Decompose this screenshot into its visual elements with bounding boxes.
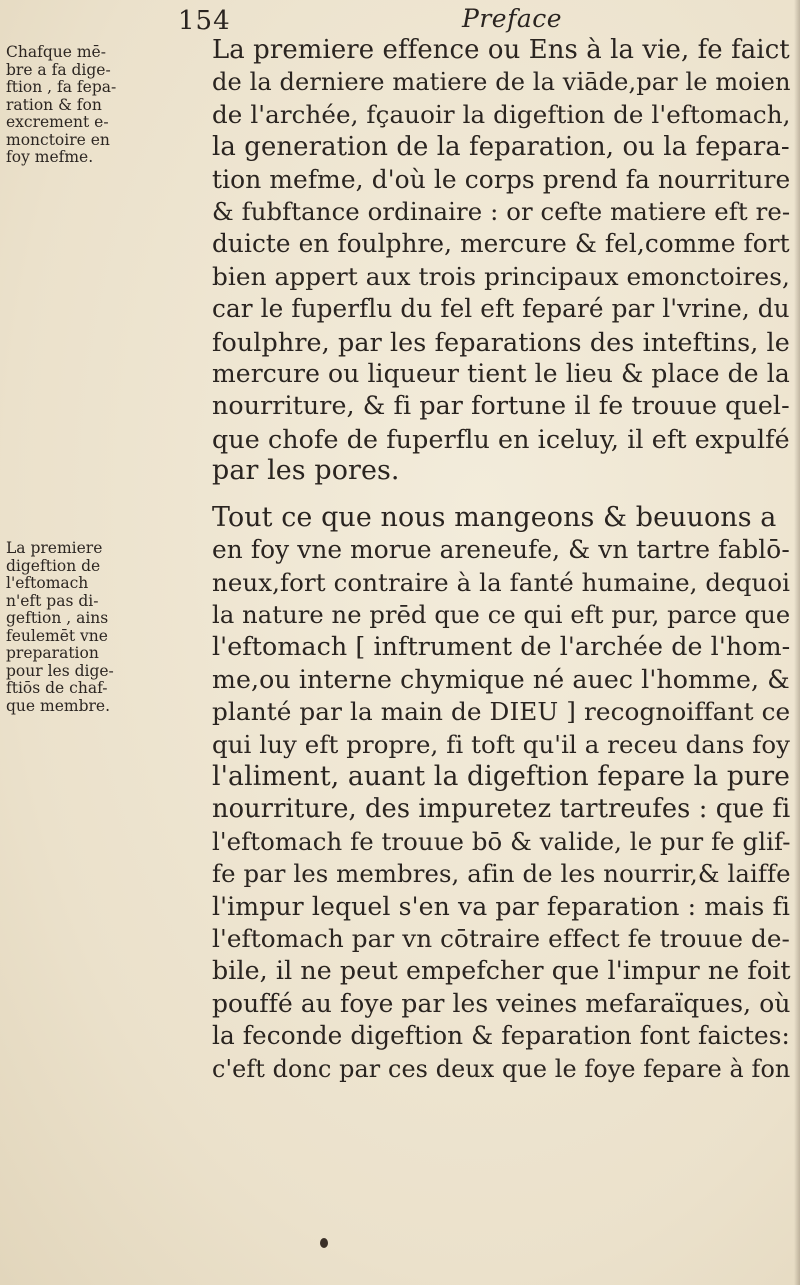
margin-note-line: ration & fon	[6, 95, 102, 114]
text-line: planté par la main de DIEU ] recognoiffant ce	[212, 697, 791, 727]
page-edge-shadow	[794, 0, 800, 1285]
paragraph-premiere-essence	[212, 34, 792, 488]
margin-note-line: preparation	[6, 644, 99, 662]
text-line: par les pores.	[212, 455, 400, 487]
text-line: fe par les membres, afin de les nourrir,& laiffe	[212, 859, 791, 889]
paragraph-tout-ce-que-nous-mangeons	[212, 502, 792, 1085]
text-line: car le fuperflu du fel eft feparé par l'vrine, du	[212, 294, 790, 324]
text-line: qui luy eft propre, fi toft qu'il a receu dans foy	[212, 729, 791, 759]
margin-note-line: que membre.	[6, 696, 111, 715]
text-line: neux,fort contraire à la fanté humaine, dequoi	[212, 567, 791, 597]
text-line: tion mefme, d'où le corps prend fa nourriture	[212, 164, 791, 194]
text-line: l'eftomach fe trouue bō & valide, le pur fe glif-	[212, 826, 791, 856]
running-title: Preface	[462, 4, 563, 33]
text-line: de la derniere matiere de la viāde,par le moien	[212, 68, 791, 97]
text-line: La premiere effence ou Ens à la vie, fe faict	[212, 35, 790, 65]
margin-note-line: monctoire en	[6, 130, 110, 149]
text-line: que chofe de fuperflu en iceluy, il eft expulfé	[212, 423, 790, 454]
margin-note-line: ftion , fa fepa-	[6, 78, 117, 96]
ink-spot	[320, 1238, 328, 1248]
text-line: Tout ce que nous mangeons & beuuons a	[212, 501, 777, 533]
text-line: bile, il ne peut empefcher que l'impur ne foit	[212, 956, 791, 986]
margin-note-line: l'eftomach	[6, 574, 89, 592]
text-line: en foy vne morue areneufe, & vn tartre fablō-	[212, 535, 790, 565]
text-line: mercure ou liqueur tient le lieu & place de la	[212, 359, 790, 389]
text-line: l'eftomach [ inftrument de l'archée de l'hom-	[212, 632, 791, 662]
margin-note-premiere-digestion	[6, 540, 156, 715]
text-line: c'eft donc par ces deux que le foye fepare à fon	[212, 1054, 791, 1083]
text-line: de l'archée, fçauoir la digeftion de l'eftomach,	[212, 99, 791, 129]
margin-note-line: pour les dige-	[6, 661, 114, 680]
text-line: foulphre, par les feparations des inteftins, le	[212, 326, 790, 357]
margin-note-line: n'eft pas di-	[6, 591, 99, 610]
text-line: nourriture, & fi par fortune il fe trouue quel-	[212, 391, 790, 421]
margin-note-line: Chafque mē-	[6, 43, 106, 61]
page-number: 154	[178, 6, 231, 36]
text-line: l'impur lequel s'en va par feparation : mais fi	[212, 891, 791, 921]
text-line: me,ou interne chymique né auec l'homme, &	[212, 664, 790, 694]
text-line: la nature ne prēd que ce qui eft pur, parce que	[212, 600, 791, 629]
margin-note-line: La premiere	[6, 539, 103, 557]
margin-note-line: foy mefme.	[6, 148, 94, 166]
text-line: duicte en foulphre, mercure & fel,comme fort	[212, 229, 790, 259]
margin-note-line: geftion , ains	[6, 609, 109, 627]
text-line: l'aliment, auant la digeftion fepare la pure	[212, 760, 791, 792]
main-text	[212, 34, 792, 1085]
text-line: & fubftance ordinaire : or cefte matiere eft re-	[212, 197, 791, 227]
margin-note-line: ftiōs de chaf-	[6, 679, 108, 697]
margin-note-chasque-membre	[6, 44, 156, 167]
text-line: nourriture, des impuretez tartreufes : que fi	[212, 794, 791, 825]
text-line: l'eftomach par vn cōtraire effect fe trouue de-	[212, 923, 790, 953]
margin-note-line: excrement e-	[6, 113, 109, 131]
text-line: pouffé au foye par les veines mefaraïques, où	[212, 988, 791, 1018]
text-line: la generation de la feparation, ou la fepara-	[212, 132, 790, 163]
text-line: bien appert aux trois principaux emonctoires,	[212, 261, 790, 291]
margin-note-line: bre a fa dige-	[6, 60, 111, 79]
text-line: la feconde digeftion & feparation font faictes:	[212, 1021, 790, 1051]
margin-note-line: feulemēt vne	[6, 626, 108, 645]
margin-note-line: digeftion de	[6, 556, 101, 575]
